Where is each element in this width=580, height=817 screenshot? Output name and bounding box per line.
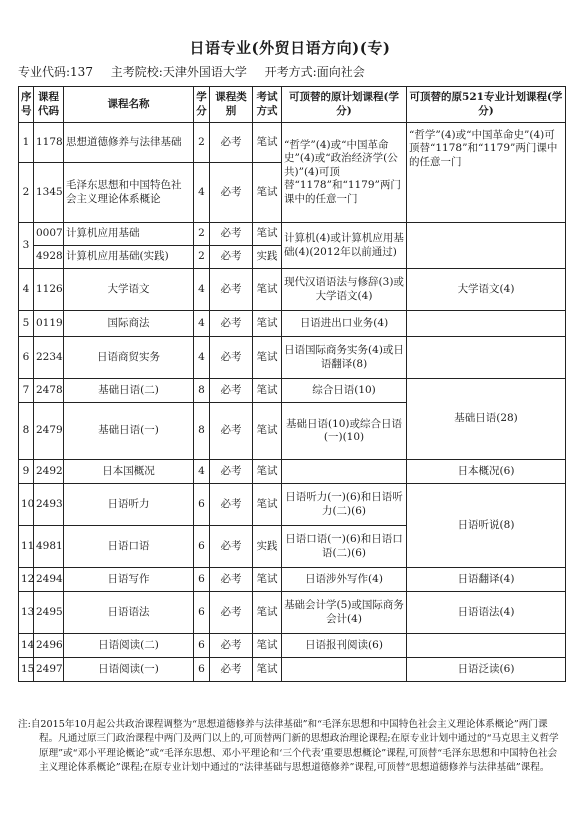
cell-exam: 笔试 — [253, 337, 282, 379]
cell-replace: 日语口语(一)(6)和日语口语(二)(6) — [282, 526, 407, 568]
header-exam: 考试方式 — [253, 87, 282, 123]
cell-name: 基础日语(一) — [64, 403, 194, 460]
cell-type: 必考 — [210, 223, 253, 246]
cell-seq: 8 — [19, 403, 34, 460]
cell-replace: 日语听力(一)(6)和日语听力(二)(6) — [282, 484, 407, 526]
cell-name: 日语阅读(二) — [64, 634, 194, 658]
cell-seq: 5 — [19, 311, 34, 337]
cell-replace: 日语涉外写作(4) — [282, 568, 407, 592]
cell-replace-521: 日语语法(4) — [407, 592, 566, 634]
cell-name: 日语写作 — [64, 568, 194, 592]
program-code: 专业代码:137 — [18, 65, 93, 79]
cell-name: 基础日语(二) — [64, 379, 194, 403]
table-row — [19, 123, 566, 163]
cell-credit: 4 — [194, 269, 210, 311]
cell-name: 国际商法 — [64, 311, 194, 337]
cell-replace-521: 日语泛读(6) — [407, 658, 566, 682]
cell-exam: 笔试 — [253, 658, 282, 682]
table-header-row — [19, 87, 566, 123]
cell-type: 必考 — [210, 403, 253, 460]
exam-mode: 开考方式:面向社会 — [264, 65, 365, 79]
cell-replace: 日语进出口业务(4) — [282, 311, 407, 337]
cell-name: 日语商贸实务 — [64, 337, 194, 379]
cell-code: 4981 — [34, 526, 64, 568]
header-type: 课程类别 — [210, 87, 253, 123]
cell-code: 2494 — [34, 568, 64, 592]
cell-name: 日语口语 — [64, 526, 194, 568]
cell-replace: 基础会计学(5)或国际商务会计(4) — [282, 592, 407, 634]
cell-name: 计算机应用基础(实践) — [64, 246, 194, 269]
cell-replace — [282, 460, 407, 484]
cell-exam: 笔试 — [253, 379, 282, 403]
cell-seq: 3 — [19, 223, 34, 269]
cell-exam: 实践 — [253, 246, 282, 269]
cell-credit: 4 — [194, 311, 210, 337]
cell-replace — [282, 658, 407, 682]
table-row — [19, 223, 566, 246]
cell-code: 1178 — [34, 123, 64, 163]
cell-replace-521: 日语听说(8) — [407, 484, 566, 568]
table-row — [19, 484, 566, 526]
table-row — [19, 379, 566, 403]
program-meta — [18, 63, 379, 80]
header-replace: 可顶替的原计划课程(学分) — [282, 87, 407, 123]
header-replace-521: 可顶替的原521专业计划课程(学分) — [407, 87, 566, 123]
cell-exam: 笔试 — [253, 163, 282, 223]
table-row — [19, 658, 566, 682]
cell-code: 2479 — [34, 403, 64, 460]
cell-code: 2492 — [34, 460, 64, 484]
cell-name: 日语听力 — [64, 484, 194, 526]
cell-credit: 2 — [194, 246, 210, 269]
cell-exam: 笔试 — [253, 568, 282, 592]
footnote: 注:自2015年10月起公共政治课程调整为“思想道德修养与法律基础”和“毛泽东思想和中国特色社会主义理论体系概论”两门课程。凡通过原三门政治课程中两门及两门以上的,可顶替两门新的思想政治理论课程;在原专业计划中通过的“马克思主义哲学原理”或“邓小平理论概论”或“毛泽东思想、邓小平理论和‘三个代表’重要思想概论”课程,可顶替“毛泽东思想和中国特色社会主义理论体系概论”课程;在原专业计划中通过的“法律基础与思想道德修养”课程,可顶替“思想道德修养与法律基础”课程。 — [18, 719, 559, 774]
cell-code: 0119 — [34, 311, 64, 337]
table-row — [19, 634, 566, 658]
cell-name: 思想道德修养与法律基础 — [64, 123, 194, 163]
cell-type: 必考 — [210, 634, 253, 658]
cell-credit: 6 — [194, 526, 210, 568]
cell-credit: 6 — [194, 568, 210, 592]
cell-credit: 4 — [194, 163, 210, 223]
cell-credit: 2 — [194, 223, 210, 246]
cell-type: 必考 — [210, 311, 253, 337]
cell-replace: 综合日语(10) — [282, 379, 407, 403]
header-code: 课程代码 — [34, 87, 64, 123]
cell-seq: 11 — [19, 526, 34, 568]
cell-seq: 13 — [19, 592, 34, 634]
cell-type: 必考 — [210, 658, 253, 682]
cell-exam: 笔试 — [253, 403, 282, 460]
cell-code: 4928 — [34, 246, 64, 269]
cell-seq: 6 — [19, 337, 34, 379]
cell-replace: “哲学”(4)或“中国革命史”(4)或“政治经济学(公共)”(4)可顶替“1178”和“1179”两门课中的任意一门 — [282, 123, 407, 223]
cell-replace-521 — [407, 311, 566, 337]
cell-exam: 笔试 — [253, 634, 282, 658]
cell-code: 2478 — [34, 379, 64, 403]
cell-credit: 4 — [194, 337, 210, 379]
cell-replace-521 — [407, 337, 566, 379]
cell-seq: 14 — [19, 634, 34, 658]
cell-replace: 基础日语(10)或综合日语(一)(10) — [282, 403, 407, 460]
cell-code: 0007 — [34, 223, 64, 246]
cell-seq: 2 — [19, 163, 34, 223]
cell-seq: 7 — [19, 379, 34, 403]
cell-replace: 日语国际商务实务(4)或日语翻译(8) — [282, 337, 407, 379]
cell-replace-521: 大学语文(4) — [407, 269, 566, 311]
cell-type: 必考 — [210, 163, 253, 223]
cell-credit: 6 — [194, 592, 210, 634]
cell-code: 2493 — [34, 484, 64, 526]
cell-seq: 9 — [19, 460, 34, 484]
cell-code: 2497 — [34, 658, 64, 682]
cell-credit: 2 — [194, 123, 210, 163]
cell-replace: 日语报刊阅读(6) — [282, 634, 407, 658]
cell-exam: 笔试 — [253, 592, 282, 634]
cell-credit: 4 — [194, 460, 210, 484]
cell-seq: 12 — [19, 568, 34, 592]
cell-replace-521: 日语翻译(4) — [407, 568, 566, 592]
cell-type: 必考 — [210, 484, 253, 526]
cell-exam: 笔试 — [253, 123, 282, 163]
cell-code: 1345 — [34, 163, 64, 223]
cell-exam: 笔试 — [253, 460, 282, 484]
cell-type: 必考 — [210, 526, 253, 568]
cell-exam: 实践 — [253, 526, 282, 568]
cell-replace-521: “哲学”(4)或“中国革命史”(4)可顶替“1178”和“1179”两门课中的任意一门 — [407, 123, 566, 223]
table-row — [19, 592, 566, 634]
cell-name: 计算机应用基础 — [64, 223, 194, 246]
cell-name: 日语语法 — [64, 592, 194, 634]
cell-type: 必考 — [210, 379, 253, 403]
cell-code: 2495 — [34, 592, 64, 634]
cell-code: 2234 — [34, 337, 64, 379]
cell-name: 大学语文 — [64, 269, 194, 311]
cell-seq: 10 — [19, 484, 34, 526]
cell-seq: 15 — [19, 658, 34, 682]
cell-type: 必考 — [210, 568, 253, 592]
exam-school: 主考院校:天津外国语大学 — [110, 65, 247, 79]
cell-type: 必考 — [210, 246, 253, 269]
header-name: 课程名称 — [64, 87, 194, 123]
cell-name: 日本国概况 — [64, 460, 194, 484]
cell-type: 必考 — [210, 269, 253, 311]
header-credit: 学分 — [194, 87, 210, 123]
cell-type: 必考 — [210, 123, 253, 163]
cell-replace: 现代汉语语法与修辞(3)或大学语文(4) — [282, 269, 407, 311]
table-row — [19, 269, 566, 311]
cell-replace-521: 日本概况(6) — [407, 460, 566, 484]
cell-exam: 笔试 — [253, 223, 282, 246]
cell-exam: 笔试 — [253, 269, 282, 311]
cell-exam: 笔试 — [253, 484, 282, 526]
table-row — [19, 311, 566, 337]
header-seq: 序号 — [19, 87, 34, 123]
course-table — [18, 86, 566, 682]
cell-credit: 8 — [194, 403, 210, 460]
cell-type: 必考 — [210, 592, 253, 634]
cell-replace-521 — [407, 634, 566, 658]
table-row — [19, 568, 566, 592]
cell-type: 必考 — [210, 337, 253, 379]
table-row — [19, 337, 566, 379]
cell-code: 1126 — [34, 269, 64, 311]
cell-replace: 计算机(4)或计算机应用基础(4)(2012年以前通过) — [282, 223, 407, 269]
cell-replace-521 — [407, 223, 566, 269]
cell-seq: 4 — [19, 269, 34, 311]
cell-type: 必考 — [210, 460, 253, 484]
cell-name: 日语阅读(一) — [64, 658, 194, 682]
page-title: 日语专业(外贸日语方向)(专) — [189, 39, 391, 57]
cell-credit: 8 — [194, 379, 210, 403]
cell-credit: 6 — [194, 634, 210, 658]
cell-name: 毛泽东思想和中国特色社会主义理论体系概论 — [64, 163, 194, 223]
cell-replace-521: 基础日语(28) — [407, 379, 566, 460]
cell-exam: 笔试 — [253, 311, 282, 337]
cell-seq: 1 — [19, 123, 34, 163]
cell-credit: 6 — [194, 658, 210, 682]
cell-credit: 6 — [194, 484, 210, 526]
cell-code: 2496 — [34, 634, 64, 658]
table-row — [19, 460, 566, 484]
